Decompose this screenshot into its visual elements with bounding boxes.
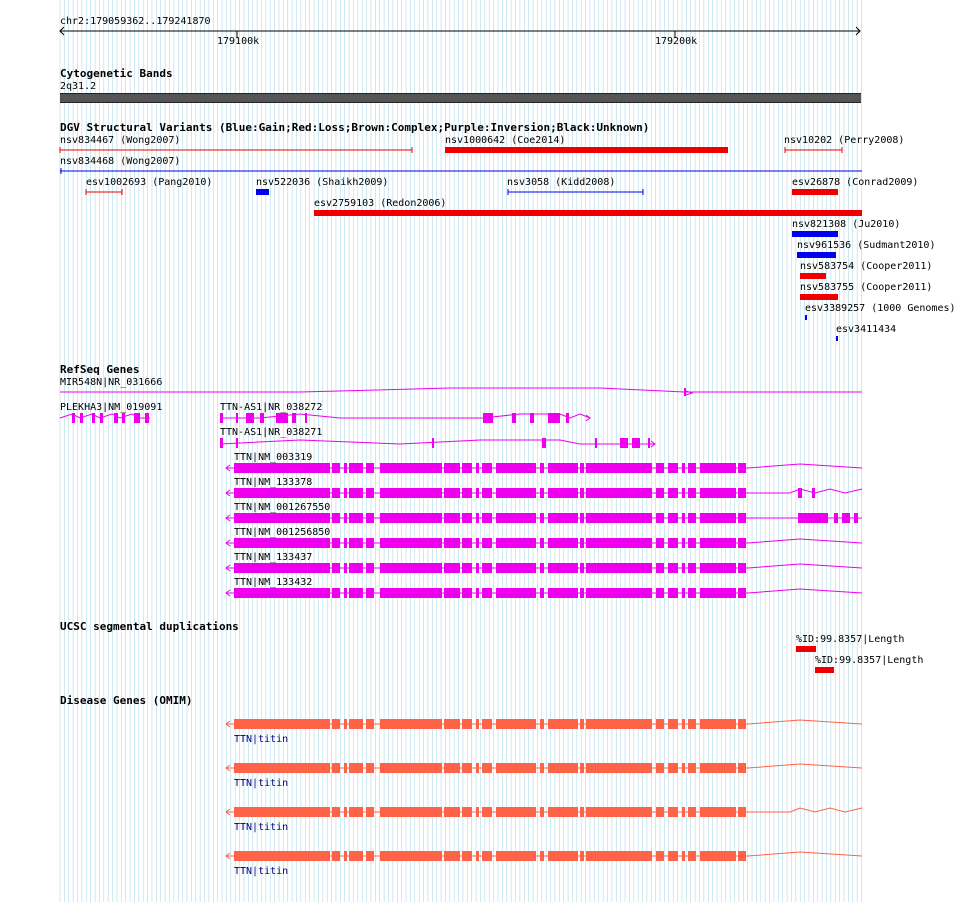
refseq-gene-label: TTN|NM_133378 (234, 477, 313, 488)
track-title-omim: Disease Genes (OMIM) (60, 694, 193, 707)
gene-model[interactable] (812, 488, 815, 498)
segdup-label: %ID:99.8357|Length (815, 655, 924, 666)
dgv-feature-label: nsv821308 (Ju2010) (792, 219, 901, 230)
segdup-label: %ID:99.8357|Length (796, 634, 905, 645)
omim-gene-label: TTN|titin (234, 734, 289, 745)
dgv-feature-label: esv2759103 (Redon2006) (314, 198, 447, 209)
omim-gene-model[interactable] (226, 719, 862, 729)
gene-model[interactable] (854, 513, 858, 523)
refseq-gene-label: TTN|NM_133437 (234, 552, 313, 563)
dgv-feature-label: nsv3058 (Kidd2008) (507, 177, 616, 188)
gene-model[interactable] (226, 488, 862, 498)
dgv-feature-label: esv26878 (Conrad2009) (792, 177, 919, 188)
gene-model[interactable] (220, 413, 590, 423)
refseq-gene-label: MIR548N|NR_031666 (60, 377, 163, 388)
gene-model[interactable] (60, 388, 862, 396)
gene-model[interactable] (226, 563, 862, 573)
track-title-refseq: RefSeq Genes (60, 363, 140, 376)
refseq-gene-label: TTN|NM_003319 (234, 452, 313, 463)
refseq-gene-label: TTN|NM_001267550 (234, 502, 331, 513)
gene-model[interactable] (220, 438, 655, 448)
gene-model[interactable] (226, 538, 862, 548)
dgv-feature-label: nsv961536 (Sudmant2010) (797, 240, 936, 251)
gene-model[interactable] (60, 413, 150, 423)
dgv-feature-label: nsv834468 (Wong2007) (60, 156, 181, 167)
dgv-feature-label: nsv1000642 (Coe2014) (445, 135, 566, 146)
track-title-cytoband: Cytogenetic Bands (60, 67, 173, 80)
ruler-tick-label: 179100k (217, 36, 260, 47)
refseq-gene-label: TTN-AS1|NR_038272 (220, 402, 323, 413)
omim-gene-label: TTN|titin (234, 866, 289, 877)
refseq-gene-label: PLEKHA3|NM_019091 (60, 402, 163, 413)
gene-model[interactable] (226, 463, 862, 473)
track-title-dgv: DGV Structural Variants (Blue:Gain;Red:Loss;Brown:Complex;Purple:Inversion;Black:Unknown) (60, 121, 650, 134)
refseq-gene-label: TTN|NM_133432 (234, 577, 313, 588)
dgv-feature-label: esv3411434 (836, 324, 897, 335)
gene-model[interactable] (798, 513, 828, 523)
omim-gene-model[interactable] (226, 807, 862, 817)
dgv-feature-label: nsv834467 (Wong2007) (60, 135, 181, 146)
segdup-feature[interactable] (815, 667, 834, 673)
gene-model[interactable] (226, 513, 862, 523)
cytoband-label: 2q31.2 (60, 81, 97, 92)
dgv-feature-label: esv1002693 (Pang2010) (86, 177, 213, 188)
location-label: chr2:179059362..179241870 (60, 16, 211, 27)
omim-gene-model[interactable] (226, 851, 862, 861)
omim-gene-model[interactable] (226, 763, 862, 773)
refseq-gene-label: TTN|NM_001256850 (234, 527, 331, 538)
dgv-feature-label: nsv522036 (Shaikh2009) (256, 177, 389, 188)
track-title-segdup: UCSC segmental duplications (60, 620, 239, 633)
omim-gene-label: TTN|titin (234, 778, 289, 789)
refseq-gene-label: TTN-AS1|NR_038271 (220, 427, 323, 438)
dgv-feature-label: nsv583755 (Cooper2011) (800, 282, 933, 293)
omim-gene-label: TTN|titin (234, 822, 289, 833)
gene-model[interactable] (226, 588, 862, 598)
dgv-feature-label: nsv583754 (Cooper2011) (800, 261, 933, 272)
dgv-feature-label: esv3389257 (1000 Genomes) (805, 303, 956, 314)
gene-model[interactable] (798, 488, 802, 498)
gene-model[interactable] (834, 513, 838, 523)
gene-model[interactable] (842, 513, 850, 523)
ruler-tick-label: 179200k (655, 36, 698, 47)
dgv-feature-label: nsv10202 (Perry2008) (784, 135, 905, 146)
segdup-feature[interactable] (796, 646, 816, 652)
